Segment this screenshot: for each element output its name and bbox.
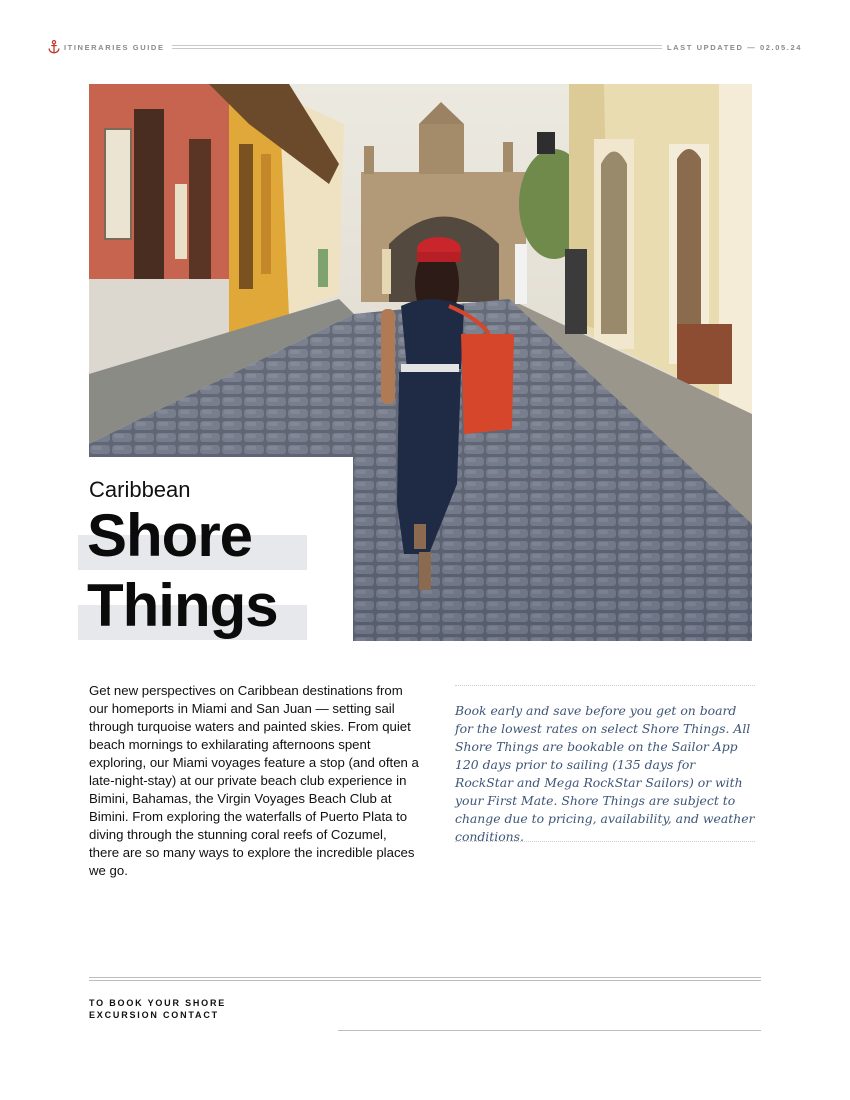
anchor-icon xyxy=(48,40,60,54)
page-title-line-2: Things xyxy=(87,572,278,639)
footer-rule xyxy=(89,977,761,978)
title-kicker: Caribbean xyxy=(89,477,191,502)
booking-note: Book early and save before you get on board for the lowest rates on select Shore Things. All Shore Things are bookable on the Sailor App 120 days prior to sailing (135 days for RockStar and Mega RockStar Sailors) or with your First Mate. Shore Things are subject to change due to pricing, availability, and weather conditions. xyxy=(455,703,755,844)
header-section-label: ITINERARIES GUIDE xyxy=(64,43,165,52)
header-rule xyxy=(172,48,662,49)
last-updated-label: LAST UPDATED — 02.05.24 xyxy=(666,43,802,52)
page-title-line-1: Shore xyxy=(87,502,253,569)
note-divider-bottom xyxy=(455,841,755,842)
note-divider-top xyxy=(455,685,755,686)
booking-contact-label: TO BOOK YOUR SHORE EXCURSION CONTACT xyxy=(89,998,227,1020)
footer-rule xyxy=(89,980,761,981)
contact-fill-line xyxy=(338,1030,761,1031)
intro-paragraph: Get new perspectives on Caribbean destinations from our homeports in Miami and San Juan — setting sail through turquoise waters and painted skies. From quiet beach mornings to exhilarating afternoons spent exploring, our Miami voyages feature a stop (and often a late-night-stay) at our private beach club experience in Bimini, Bahamas, the Virgin Voyages Beach Club at Bimini. From exploring the waterfalls of Puerto Plata to diving through the stunning coral reefs of Cozumel, there are so many ways to explore the incredible places we go. xyxy=(89,683,419,878)
header-rule xyxy=(172,45,662,46)
